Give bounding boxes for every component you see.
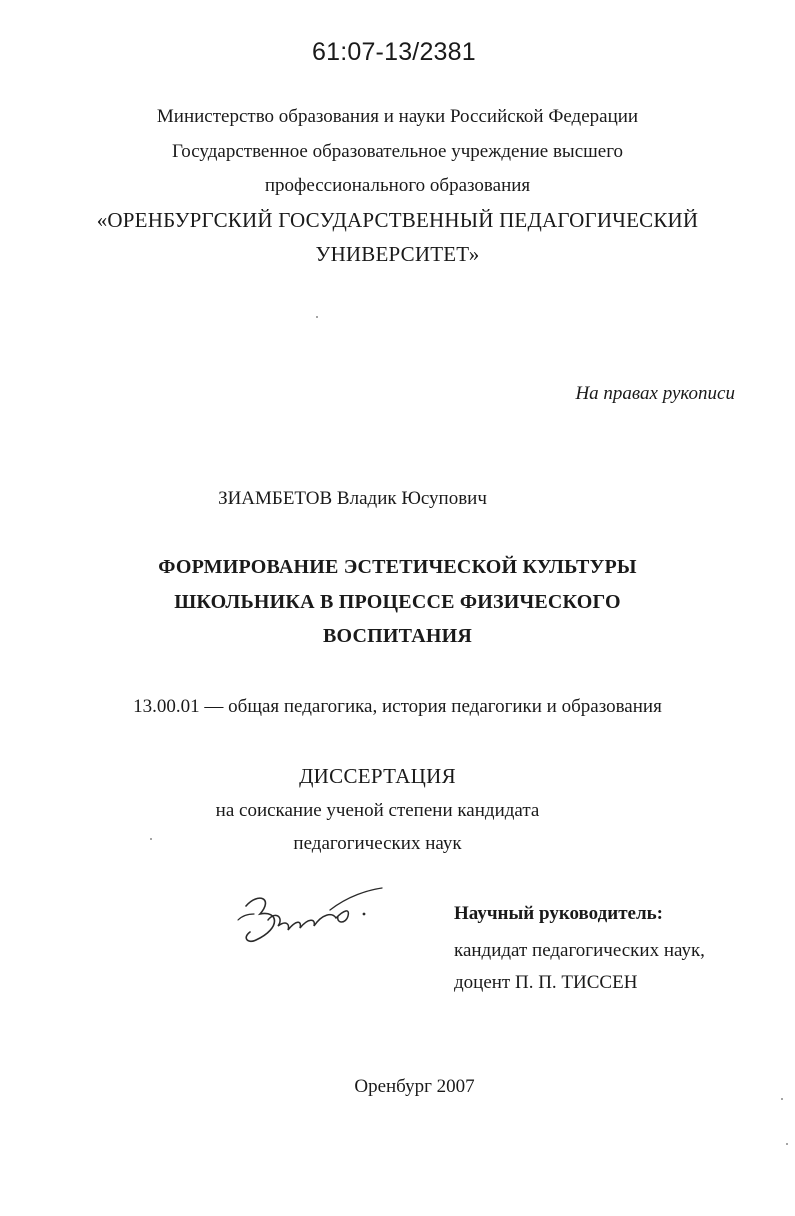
title-line-2: ШКОЛЬНИКА В ПРОЦЕССЕ ФИЗИЧЕСКОГО	[174, 591, 621, 613]
scan-speck	[150, 838, 152, 840]
place-and-year: Оренбург 2007	[354, 1076, 475, 1097]
university-name-line-2: УНИВЕРСИТЕТ»	[315, 242, 480, 266]
institution-type-line-2: профессионального образования	[264, 175, 531, 196]
document-type: ДИССЕРТАЦИЯ	[299, 764, 456, 788]
author-signature	[232, 880, 392, 960]
ministry-line: Министерство образования и науки Российской Федерации	[156, 106, 639, 127]
institution-type-line-1: Государственное образовательное учреждение высшего	[171, 141, 624, 162]
supervisor-degree: кандидат педагогических наук,	[454, 940, 705, 961]
degree-line-1: на соискание ученой степени кандидата	[215, 800, 540, 821]
manuscript-note: На правах рукописи	[575, 383, 735, 404]
supervisor-heading: Научный руководитель:	[454, 903, 663, 924]
supervisor-name: доцент П. П. ТИССЕН	[454, 972, 638, 993]
scan-speck	[316, 316, 318, 318]
degree-line-2: педагогических наук	[293, 833, 462, 854]
scan-speck	[786, 1143, 788, 1145]
university-name-line-1: «ОРЕНБУРГСКИЙ ГОСУДАРСТВЕННЫЙ ПЕДАГОГИЧЕСКИЙ	[96, 208, 699, 232]
title-line-1: ФОРМИРОВАНИЕ ЭСТЕТИЧЕСКОЙ КУЛЬТУРЫ	[158, 556, 637, 578]
scan-speck	[781, 1098, 783, 1100]
title-line-3: ВОСПИТАНИЯ	[322, 625, 473, 647]
author-name: ЗИАМБЕТОВ Владик Юсупович	[218, 488, 487, 509]
catalog-number: 61:07-13/2381	[312, 38, 476, 66]
specialty-code: 13.00.01 — общая педагогика, история педагогики и образования	[133, 696, 662, 717]
